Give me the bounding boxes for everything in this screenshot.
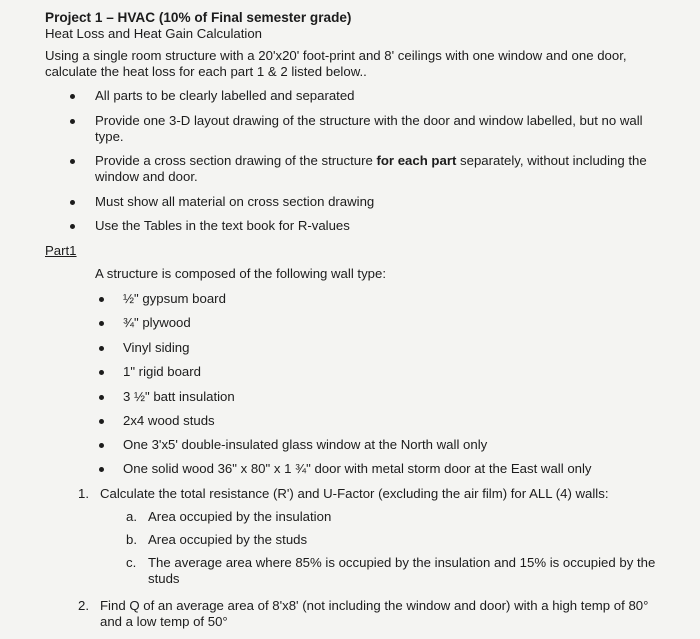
part1-lead: A structure is composed of the following wall type:	[95, 266, 387, 281]
sub-question-text: The average area where 85% is occupied by the insulation and 15% is occupied by the	[148, 555, 656, 570]
emphasis-text: for each part	[376, 153, 457, 168]
material-item: 3 ½" batt insulation	[123, 389, 235, 404]
part1-heading: Part1	[45, 243, 77, 258]
requirement-item: Use the Tables in the text book for R-values	[95, 218, 350, 233]
sub-question-letter: b.	[126, 532, 137, 547]
requirement-item: Provide a cross section drawing of the structure for each part separately, without including the	[95, 153, 647, 168]
bullet-icon	[99, 443, 104, 448]
sub-question-letter: c.	[126, 555, 137, 570]
sub-question-text-continued: studs	[148, 571, 180, 586]
bullet-icon	[99, 321, 104, 326]
material-item: One 3'x5' double-insulated glass window at the North wall only	[123, 437, 488, 452]
question-text: Calculate the total resistance (R') and U-Factor (excluding the air film) for ALL (4) walls:	[100, 486, 609, 501]
question-text-continued: and a low temp of 50°	[100, 614, 228, 629]
material-item: 2x4 wood studs	[123, 413, 215, 428]
bullet-icon	[99, 370, 104, 375]
requirement-item-continued: window and door.	[95, 169, 198, 184]
requirement-item: Provide one 3-D layout drawing of the structure with the door and window labelled, but no wall	[95, 113, 643, 128]
intro-line-2: calculate the heat loss for each part 1 & 2 listed below..	[45, 64, 367, 79]
bullet-icon	[70, 159, 75, 164]
material-item: 1" rigid board	[123, 364, 201, 379]
bullet-icon	[99, 467, 104, 472]
question-number: 2.	[78, 598, 89, 613]
document-title: Project 1 – HVAC (10% of Final semester grade)	[45, 10, 352, 25]
question-number: 1.	[78, 486, 89, 501]
bullet-icon	[70, 119, 75, 124]
bullet-icon	[99, 395, 104, 400]
requirement-item: Must show all material on cross section drawing	[95, 194, 375, 209]
bullet-icon	[70, 200, 75, 205]
document-subtitle: Heat Loss and Heat Gain Calculation	[45, 26, 262, 41]
bullet-icon	[99, 297, 104, 302]
requirement-item-continued: type.	[95, 129, 124, 144]
bullet-icon	[99, 346, 104, 351]
bullet-icon	[70, 94, 75, 99]
material-item: One solid wood 36" x 80" x 1 ¾" door with metal storm door at the East wall only	[123, 461, 592, 476]
question-text: Find Q of an average area of 8'x8' (not including the window and door) with a high temp of 80°	[100, 598, 649, 613]
bullet-icon	[70, 224, 75, 229]
requirement-item: All parts to be clearly labelled and separated	[95, 88, 355, 103]
material-item: Vinyl siding	[123, 340, 190, 355]
material-item: ½" gypsum board	[123, 291, 226, 306]
sub-question-text: Area occupied by the studs	[148, 532, 308, 547]
material-item: ¾" plywood	[123, 315, 191, 330]
sub-question-letter: a.	[126, 509, 137, 524]
bullet-icon	[99, 419, 104, 424]
sub-question-text: Area occupied by the insulation	[148, 509, 332, 524]
intro-line-1: Using a single room structure with a 20'x20' foot-print and 8' ceilings with one window and one door,	[45, 48, 627, 63]
